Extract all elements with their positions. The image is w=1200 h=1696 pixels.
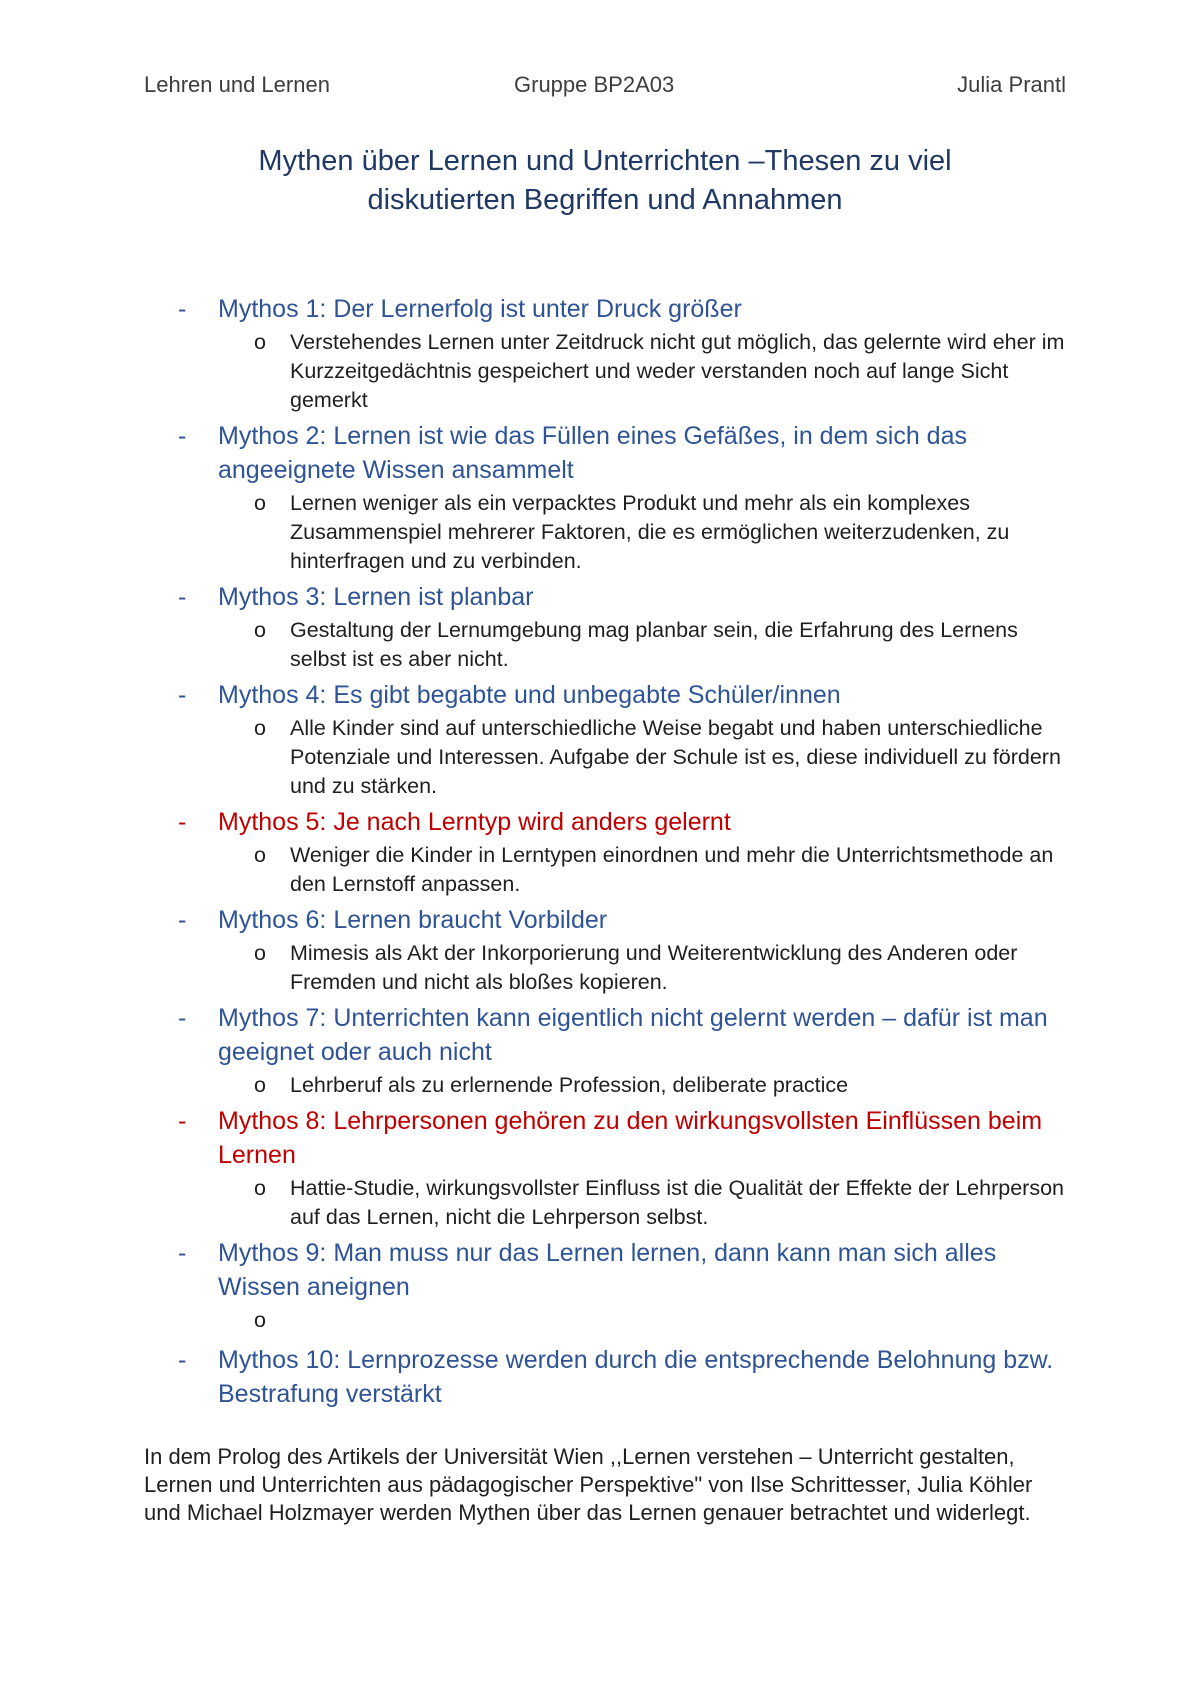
myth-item-7 xyxy=(176,1001,1076,1100)
dash-bullet: - xyxy=(178,295,187,323)
myth-title: Mythos 5: Je nach Lerntyp wird anders gelernt xyxy=(218,808,731,836)
myth-item-2 xyxy=(176,419,1076,576)
title-line-2: diskutierten Begriffen und Annahmen xyxy=(367,184,843,216)
myth-title: Mythos 1: Der Lernerfolg ist unter Druck größer xyxy=(218,295,742,323)
myth-item-9 xyxy=(176,1236,1076,1335)
myth-heading xyxy=(176,805,1076,839)
myth-list xyxy=(176,292,1076,1411)
myth-item-1 xyxy=(176,292,1076,415)
myth-explanation xyxy=(176,616,1076,674)
myth-heading xyxy=(176,419,1076,487)
myth-explanation xyxy=(176,714,1076,801)
myth-title: Mythos 3: Lernen ist planbar xyxy=(218,583,534,611)
myth-heading xyxy=(176,903,1076,937)
myth-item-4 xyxy=(176,678,1076,801)
dash-bullet: - xyxy=(178,808,187,836)
dash-bullet: - xyxy=(178,681,187,709)
myth-item-3 xyxy=(176,580,1076,674)
myth-explanation xyxy=(176,939,1076,997)
myth-heading xyxy=(176,580,1076,614)
circle-bullet: o xyxy=(254,941,266,965)
myth-explanation xyxy=(176,1306,1076,1335)
circle-bullet: o xyxy=(254,1308,266,1332)
myth-heading xyxy=(176,1104,1076,1172)
explanation-text: Verstehendes Lernen unter Zeitdruck nicht gut möglich, das gelernte wird eher im Kurzzeitgedächtnis gespeichert und weder verstanden noch auf lange Sicht gemerkt xyxy=(290,330,1065,412)
myth-item-5 xyxy=(176,805,1076,899)
explanation-text: Mimesis als Akt der Inkorporierung und Weiterentwicklung des Anderen oder Fremden und nicht als bloßes kopieren. xyxy=(290,941,1018,994)
circle-bullet: o xyxy=(254,1073,266,1097)
title-line-1: Mythen über Lernen und Unterrichten –Thesen zu viel xyxy=(258,145,952,177)
myth-heading xyxy=(176,1001,1076,1069)
dash-bullet: - xyxy=(178,583,187,611)
explanation-text: Gestaltung der Lernumgebung mag planbar sein, die Erfahrung des Lernens selbst ist es aber nicht. xyxy=(290,618,1018,671)
myth-title: Mythos 10: Lernprozesse werden durch die entsprechende Belohnung bzw. Bestrafung verstärkt xyxy=(218,1346,1054,1408)
myth-explanation xyxy=(176,328,1076,415)
header-author: Julia Prantl xyxy=(957,72,1066,97)
myth-explanation xyxy=(176,489,1076,576)
myth-title: Mythos 7: Unterrichten kann eigentlich nicht gelernt werden – dafür ist man geeignet oder auch nicht xyxy=(218,1004,1048,1066)
prolog-paragraph: In dem Prolog des Artikels der Universität Wien ,,Lernen verstehen – Unterricht gestalten, Lernen und Unterrichten aus pädagogischer Perspektive" von Ilse Schrittesser, Julia Köhler und Michael Holzmayer werden Mythen über das Lernen genauer betrachtet und widerlegt. xyxy=(144,1444,1033,1525)
circle-bullet: o xyxy=(254,843,266,867)
explanation-text: Lernen weniger als ein verpacktes Produkt und mehr als ein komplexes Zusammenspiel mehrerer Faktoren, die es ermöglichen weiterzudenken, zu hinterfragen und zu verbinden. xyxy=(290,491,1010,573)
document-title xyxy=(144,142,1066,220)
myth-title: Mythos 9: Man muss nur das Lernen lernen, dann kann man sich alles Wissen aneignen xyxy=(218,1239,997,1301)
myth-item-10 xyxy=(176,1343,1076,1411)
circle-bullet: o xyxy=(254,1176,266,1200)
myth-heading xyxy=(176,292,1076,326)
myth-title: Mythos 4: Es gibt begabte und unbegabte Schüler/innen xyxy=(218,681,841,709)
dash-bullet: - xyxy=(178,422,187,450)
circle-bullet: o xyxy=(254,330,266,354)
explanation-text: Lehrberuf als zu erlernende Profession, deliberate practice xyxy=(290,1073,849,1097)
circle-bullet: o xyxy=(254,491,266,515)
myth-item-6 xyxy=(176,903,1076,997)
myth-title: Mythos 6: Lernen braucht Vorbilder xyxy=(218,906,608,934)
header-group: Gruppe BP2A03 xyxy=(514,72,675,97)
explanation-text: Hattie-Studie, wirkungsvollster Einfluss ist die Qualität der Effekte der Lehrperson auf das Lernen, nicht die Lehrperson selbst. xyxy=(290,1176,1064,1229)
header-course: Lehren und Lernen xyxy=(144,72,330,97)
myth-title: Mythos 8: Lehrpersonen gehören zu den wirkungsvollsten Einflüssen beim Lernen xyxy=(218,1107,1043,1169)
myth-item-8 xyxy=(176,1104,1076,1232)
explanation-text: Alle Kinder sind auf unterschiedliche Weise begabt und haben unterschiedliche Potenziale und Interessen. Aufgabe der Schule ist es, diese individuell zu fördern und zu stärken. xyxy=(290,716,1061,798)
dash-bullet: - xyxy=(178,1239,187,1267)
circle-bullet: o xyxy=(254,618,266,642)
circle-bullet: o xyxy=(254,716,266,740)
myth-explanation xyxy=(176,1174,1076,1232)
explanation-text: Weniger die Kinder in Lerntypen einordnen und mehr die Unterrichtsmethode an den Lernstoff anpassen. xyxy=(290,843,1054,896)
dash-bullet: - xyxy=(178,906,187,934)
myth-heading xyxy=(176,678,1076,712)
page-header xyxy=(144,72,1066,104)
myth-explanation xyxy=(176,1071,1076,1100)
myth-heading xyxy=(176,1236,1076,1304)
dash-bullet: - xyxy=(178,1346,187,1374)
dash-bullet: - xyxy=(178,1004,187,1032)
myth-title: Mythos 2: Lernen ist wie das Füllen eines Gefäßes, in dem sich das angeeignete Wissen ansammelt xyxy=(218,422,967,484)
myth-heading xyxy=(176,1343,1076,1411)
dash-bullet: - xyxy=(178,1107,187,1135)
myth-explanation xyxy=(176,841,1076,899)
